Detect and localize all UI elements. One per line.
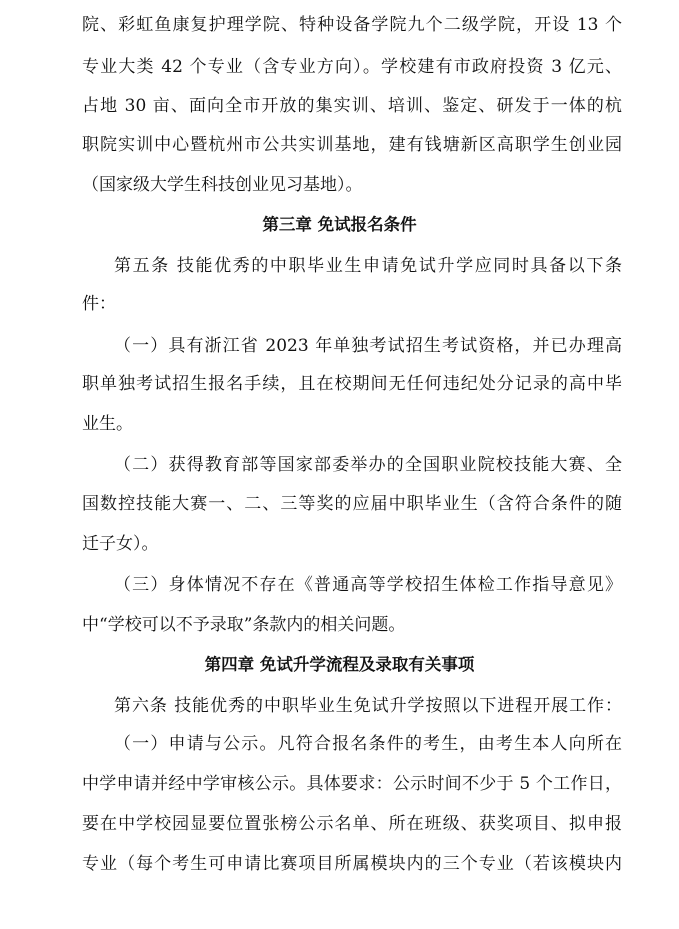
paragraph-line: 件：: [82, 294, 116, 314]
article-line: 第五条 技能优秀的中职毕业生申请免试升学应同时具备以下条: [114, 256, 622, 276]
clause-line: （二）获得教育部等国家部委举办的全国职业院校技能大赛、全: [114, 455, 622, 475]
paragraph-line: 国数控技能大赛一、二、三等奖的应届中职毕业生（含符合条件的随: [82, 494, 622, 514]
chapter-heading: 第三章 免试报名条件: [262, 215, 417, 234]
paragraph-line: 中“学校可以不予录取”条款内的相关问题。: [82, 615, 406, 635]
paragraph-line: 职院实训中心暨杭州市公共实训基地，建有钱塘新区高职学生创业园: [82, 135, 622, 155]
chapter-heading: 第四章 免试升学流程及录取有关事项: [204, 655, 475, 674]
paragraph-line: 院、彩虹鱼康复护理学院、特种设备学院九个二级学院，开设 13 个: [82, 15, 622, 35]
clause-line: （一）申请与公示。凡符合报名条件的考生，由考生本人向所在: [114, 734, 622, 754]
paragraph-line: 职单独考试招生报名手续，且在校期间无任何违纪处分记录的高中毕: [82, 374, 622, 394]
paragraph-line: 专业大类 42 个专业（含专业方向）。学校建有市政府投资 3 亿元、: [82, 57, 622, 77]
paragraph-line: 迁子女）。: [82, 534, 159, 554]
paragraph-line: 中学申请并经中学审核公示。具体要求：公示时间不少于 5 个工作日，: [82, 774, 622, 794]
paragraph-line: 业生。: [82, 414, 133, 434]
article-line: 第六条 技能优秀的中职毕业生免试升学按照以下进程开展工作：: [114, 696, 622, 716]
clause-line: （三）身体情况不存在《普通高等学校招生体检工作指导意见》: [114, 575, 622, 595]
paragraph-line: 占地 30 亩、面向全市开放的集实训、培训、鉴定、研发于一体的杭: [82, 96, 622, 116]
paragraph-line: 要在中学校园显要位置张榜公示名单、所在班级、获奖项目、拟申报: [82, 814, 622, 834]
paragraph-line: （国家级大学生科技创业见习基地）。: [82, 175, 363, 195]
paragraph-line: 专业（每个考生可申请比赛项目所属模块内的三个专业（若该模块内: [82, 854, 622, 874]
clause-line: （一）具有浙江省 2023 年单独考试招生考试资格，并已办理高: [114, 336, 622, 356]
